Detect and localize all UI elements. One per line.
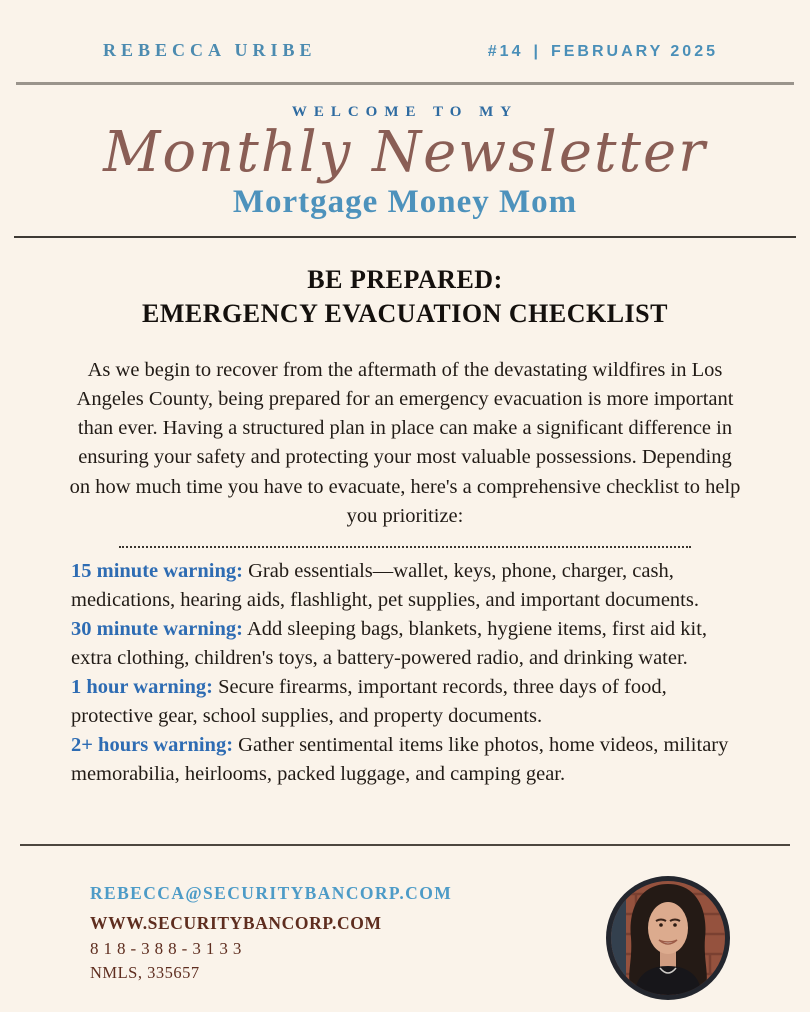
header-divider <box>16 82 794 85</box>
checklist-item-label: 15 minute warning: <box>71 559 243 582</box>
masthead <box>0 104 810 221</box>
article-title <box>0 263 810 331</box>
checklist-item-text: Secure firearms, important records, three days of food, protective gear, school supplies, and property documents. <box>71 676 667 728</box>
issue-date-separator: | <box>533 43 541 60</box>
masthead-brand-title: Mortgage Money Mom <box>232 184 578 221</box>
checklist-item <box>71 731 739 789</box>
header-bar <box>0 0 810 61</box>
contact-website-link[interactable]: WWW.SECURITYBANCORP.COM <box>90 912 382 933</box>
issue-number: #14 <box>487 43 524 60</box>
contact-phone[interactable]: 818-388-3133 <box>90 938 247 958</box>
article-title-line1: BE PREPARED: <box>307 265 503 295</box>
checklist-item-text: Add sleeping bags, blankets, hygiene items, first aid kit, extra clothing, children's toys, a battery-powered radio, and drinking water. <box>71 617 708 670</box>
contact-email-link[interactable]: REBECCA@SECURITYBANCORP.COM <box>90 882 453 903</box>
checklist-item-label: 30 minute warning: <box>71 617 243 640</box>
masthead-divider <box>14 236 796 238</box>
checklist-item-text: Gather sentimental items like photos, home videos, military memorabilia, heirlooms, packed luggage, and camping gear. <box>71 734 729 786</box>
author-name: REBECCA URIBE <box>103 40 317 60</box>
issue-and-date <box>488 43 718 61</box>
checklist-item-text: Grab essentials—wallet, keys, phone, charger, cash, medications, hearing aids, flashlight, pet supplies, and important documents. <box>71 559 699 611</box>
headshot-photo <box>606 876 730 1000</box>
dotted-divider <box>119 546 691 548</box>
headshot-illustration <box>606 876 730 1000</box>
checklist-item <box>71 557 739 615</box>
masthead-kicker: WELCOME TO MY <box>291 104 519 120</box>
checklist-item <box>71 615 739 673</box>
masthead-script-title: Monthly Newsletter <box>103 120 707 185</box>
contact-nmls-id: NMLS, 335657 <box>90 962 200 982</box>
checklist <box>71 557 739 790</box>
issue-month: FEBRUARY 2025 <box>550 43 718 60</box>
article-title-line2: EMERGENCY EVACUATION CHECKLIST <box>142 299 668 329</box>
article-intro-paragraph: As we begin to recover from the aftermath of the devastating wildfires in Los Angeles County, being prepared for an emergency evacuation is more important than ever. Having a structured plan in place can make a significant difference in ensuring your safety and protecting your most valuable possessions. Depending on how much time you have to evacuate, here's a comprehensive checklist to help you prioritize: <box>69 359 741 527</box>
checklist-item <box>71 673 739 731</box>
footer-divider <box>20 844 790 846</box>
checklist-item-label: 2+ hours warning: <box>71 734 234 757</box>
checklist-item-label: 1 hour warning: <box>71 676 214 699</box>
